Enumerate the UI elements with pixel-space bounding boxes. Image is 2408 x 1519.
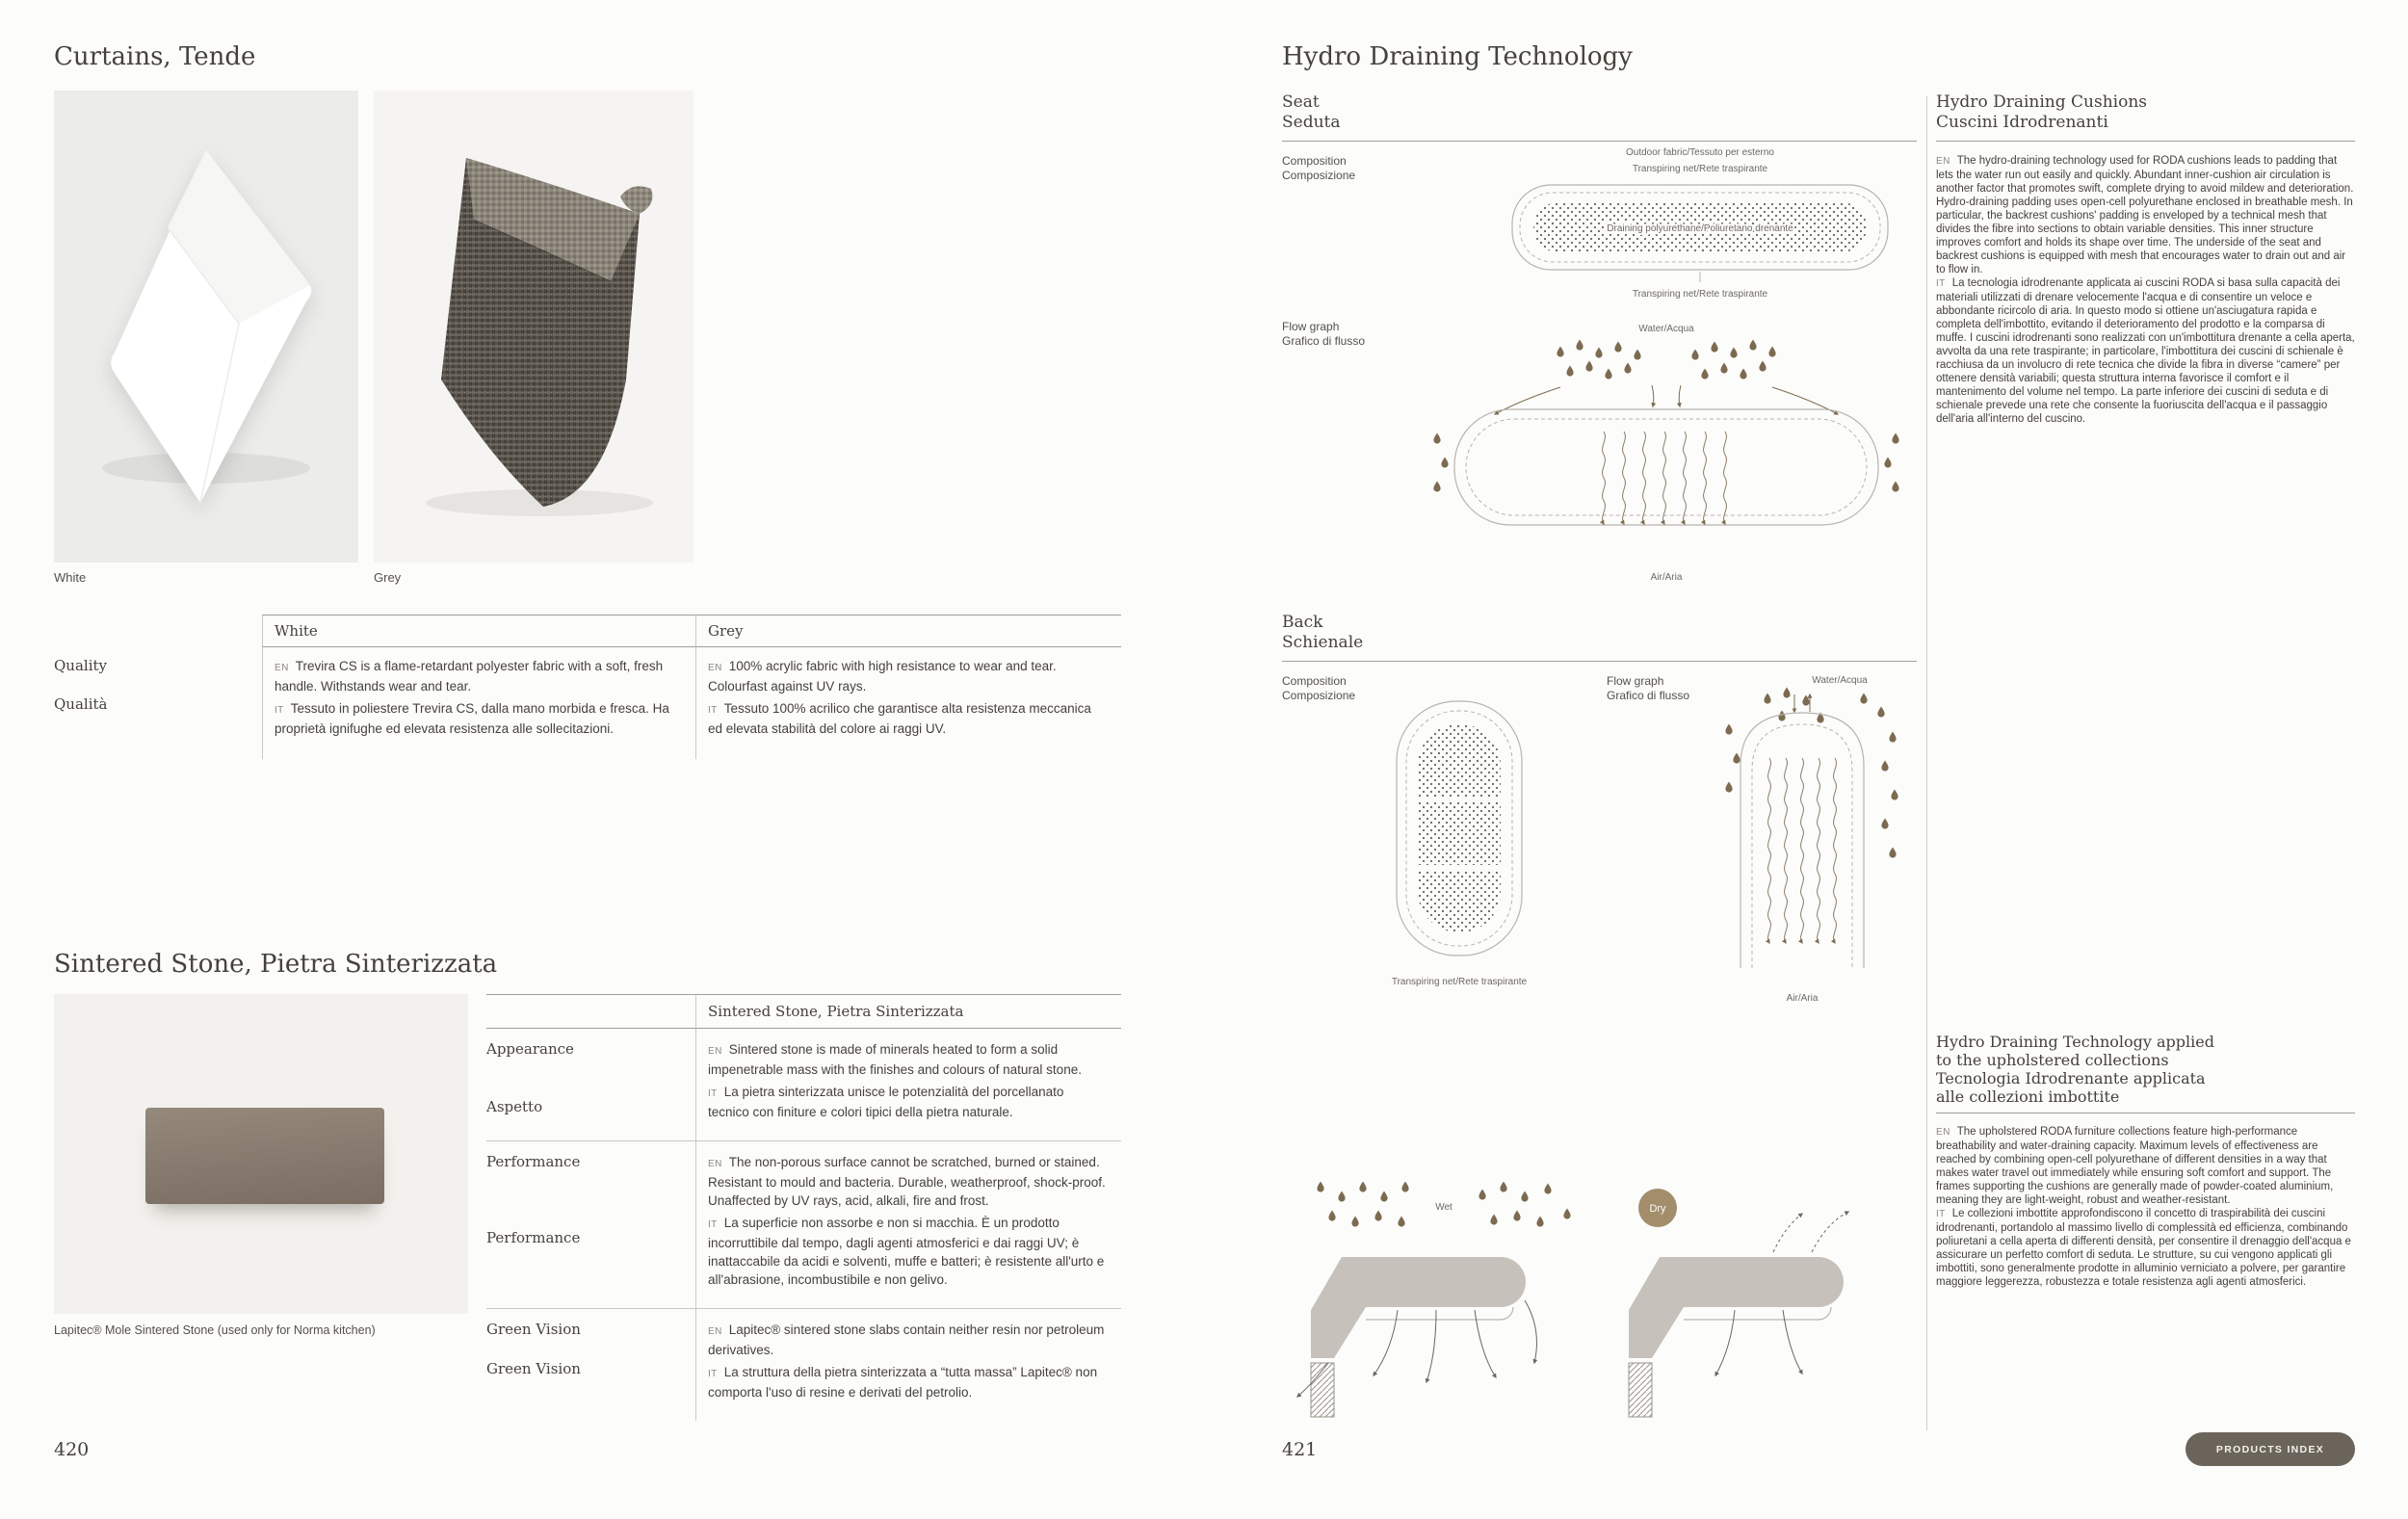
en-marker: EN [1936,156,1950,167]
back-heading-en: Back [1282,613,1323,632]
quality-grey-en: 100% acrylic fabric with high resistance to wear and tear. Colourfast against UV rays. [708,659,1057,694]
it-marker: IT [1936,1209,1946,1219]
cushions-rule [1936,141,2355,142]
it-marker: IT [708,1088,718,1099]
greenvision-label-en: Green Vision [486,1321,581,1338]
seat-heading-it: Seduta [1282,113,1341,132]
flow-graph-it: Grafico di flusso [1607,689,1690,702]
quality-label-en: Quality [54,657,107,674]
seat-flow-diagram [1416,318,1936,599]
outdoor-fabric-label: Outdoor fabric/Tessuto per esterno [1626,147,1774,158]
dry-label: Dry [1649,1203,1666,1215]
transpiring-net-caption: Transpiring net/Rete traspirante [1391,977,1528,987]
quality-white-en: Trevira CS is a flame-retardant polyester fabric with a soft, fresh handle. Withstands wear and tear. [275,659,664,694]
drain-waves [1603,432,1727,524]
back-heading-it: Schienale [1282,633,1364,652]
table-header-spacer [54,615,262,647]
greenvision-en: Lapitec® sintered stone slabs contain neither resin nor petroleum derivatives. [708,1323,1105,1357]
sintered-table [486,994,1121,1421]
frame-post [1629,1363,1652,1417]
sintered-stone-caption: Lapitec® Mole Sintered Stone (used only for Norma kitchen) [54,1323,376,1337]
cushions-heading [1936,92,2147,133]
side-drops [1433,433,1898,492]
performance-en: The non-porous surface cannot be scratched, burned or stained. Resistant to mould and bacteria. Durable, weatherproof, shock-proof. Unaffected by UV rays, acid, alkali, fire and frost. [708,1155,1106,1208]
cushion-profile [1311,1257,1526,1358]
grey-fabric-illustration [374,91,694,563]
it-marker: IT [1936,278,1946,289]
grey-fabric-image [374,91,694,563]
air-label: Air/Aria [1650,572,1683,583]
cushions-body-it: La tecnologia idrodrenante applicata ai cuscini RODA si basa sulla capacità dei materiali utilizzati di drenare velocemente l'acqua e di consentire un veloce e abbondante ricircolo di aria. In questo modo si ottiene un'asciugatura rapida e completa dell'imbottito, evitando il deterioramento del prodotto e la comparsa di muffe. I cuscini idrodrenanti sono realizzati con un'imbottitura drenante a cella aperta, avvolta da una rete traspirante; in particolare, l'imbottitura dei cuscini di schienale è racchiusa da un involucro di rete tecnica che divide la fibra in diverse “camere” per ottenere densità variabili; questa struttura interna favorisce il comfort e il mantenimento del volume nel tempo. La parte inferiore dei cuscini di seduta e di schienale prevede una rete che consente la fuoriuscita dell'acqua e il passaggio dell'aria all'interno del cuscino. [1936,277,2355,425]
grey-swatch-label: Grey [374,570,402,585]
appearance-label-it: Aspetto [486,1098,543,1115]
wet-dry-diagram [1282,1165,1918,1440]
seat-heading-en: Seat [1282,92,1320,112]
cushions-heading-it: Cuscini Idrodrenanti [1936,113,2108,132]
white-fabric-illustration [54,91,358,563]
water-label: Water/Acqua [1812,675,1868,686]
performance-it: La superficie non assorbe e non si macchia. È un prodotto incorruttibile dal tempo, dagli agenti atmosferici e dai raggi UV; è inattaccabile da acidi e solventi, muffe e batteri; è resistente all'urto e all'abrasione, incombustibile e non gelivo. [708,1216,1105,1287]
greenvision-cell [695,1309,1121,1421]
en-marker: EN [708,1046,722,1057]
water-label: Water/Acqua [1638,324,1694,334]
applied-heading-line3: Tecnologia Idrodrenante applicata [1936,1069,2206,1087]
applied-heading [1936,1033,2214,1106]
performance-cell [695,1141,1121,1309]
seat-composition-label [1282,154,1355,183]
back-flow-label [1607,674,1689,703]
cushions-heading-en: Hydro Draining Cushions [1936,92,2147,112]
white-fabric-image [54,91,358,563]
seat-heading [1282,92,1341,133]
greenvision-it: La struttura della pietra sinterizzata a “tutta massa” Lapitec® non comporta l'uso di resine e derivati del petrolio. [708,1365,1098,1400]
frame-post [1311,1363,1334,1417]
draining-polyurethane-label: Draining polyurethane/Poliuretano drenante [1607,223,1793,234]
composition-it: Composizione [1282,689,1356,702]
hydro-section-title: Hydro Draining Technology [1282,42,1633,71]
applied-body-en: The upholstered RODA furniture collections feature high-performance breathability and water-draining capacity. Maximum levels of effectiveness are reached by combining open-cell polyurethane of different densities in a way that makes water travel out immediately while ensuring soft comfort and support. The frames supporting the cushions are generally made of powder-coated aluminium, meaning they are light-weight, robust and weather-resistant. [1936,1126,2334,1206]
it-marker: IT [708,705,718,716]
column-header-white: White [262,615,695,647]
transpiring-net-bottom-label: Transpiring net/Rete traspirante [1632,289,1768,300]
composition-en: Composition [1282,674,1347,688]
sintered-section-title: Sintered Stone, Pietra Sinterizzata [54,950,498,979]
wet-diagram [1297,1182,1571,1418]
sintered-header-spacer [486,994,695,1029]
back-rule [1282,661,1917,662]
appearance-en: Sintered stone is made of minerals heated to form a solid impenetrable mass with the finishes and colours of natural stone. [708,1042,1082,1077]
appearance-row-labels [486,1029,695,1141]
quality-white-cell [262,647,695,759]
products-index-button[interactable]: PRODUCTS INDEX [2186,1432,2355,1466]
curtains-section-title: Curtains, Tende [54,42,256,71]
back-heading [1282,613,1363,653]
performance-label-it: Performance [486,1229,581,1246]
back-composition-label [1282,674,1355,703]
back-flow-diagram [1710,669,1941,1008]
white-swatch-label: White [54,570,87,585]
sintered-table-header: Sintered Stone, Pietra Sinterizzata [695,994,1121,1029]
stone-slab [145,1108,384,1204]
appearance-it: La pietra sinterizzata unisce le potenzialità del porcellanato tecnico con finiture e colori tipici della pietra naturale. [708,1085,1064,1119]
greenvision-row-labels [486,1309,695,1421]
performance-label-en: Performance [486,1153,581,1170]
applied-heading-line2: to the upholstered collections [1936,1051,2169,1069]
quality-label-it: Qualità [54,695,108,713]
it-marker: IT [708,1219,718,1230]
wet-label: Wet [1435,1202,1453,1213]
transpiring-net-top-label: Transpiring net/Rete traspirante [1632,164,1768,174]
performance-row-labels [486,1141,695,1309]
en-marker: EN [275,663,289,673]
flow-graph-it: Grafico di flusso [1282,334,1366,348]
flow-graph-en: Flow graph [1282,320,1340,333]
cushions-body [1936,154,2357,426]
quality-white-it: Tessuto in poliestere Trevira CS, dalla mano morbida e fresca. Ha proprietà ignifughe ed elevata resistenza alle sollecitazioni. [275,701,669,736]
flow-graph-en: Flow graph [1607,674,1664,688]
greenvision-label-it: Green Vision [486,1360,581,1377]
seat-flow-label [1282,320,1365,349]
rain-drops [1557,340,1775,380]
applied-heading-line1: Hydro Draining Technology applied [1936,1033,2214,1051]
curtains-table [54,615,1121,759]
en-marker: EN [1936,1127,1950,1138]
right-page-number: 421 [1282,1439,1318,1460]
seat-composition-diagram [1474,144,1926,306]
cushion-profile [1629,1257,1844,1358]
composition-it: Composizione [1282,169,1356,182]
applied-body [1936,1125,2357,1289]
sintered-stone-image [54,994,468,1314]
dry-diagram [1629,1189,1848,1417]
left-page-number: 420 [54,1439,90,1460]
air-label: Air/Aria [1786,993,1819,1004]
cushions-body-en: The hydro-draining technology used for RODA cushions leads to padding that lets the water run out easily and quickly. Abundant inner-cushion air circulation is another factor that promotes swift, complete drying to avoid mildew and deterioration. Hydro-draining padding uses open-cell polyurethane enclosed in breathable mesh. In particular, the backrest cushions' padding is enveloped by a technical mesh that divides the fibre into sections to obtain variable densities. This inner structure improves comfort and holds its shape over time. The underside of the seat and backrest cushions is equipped with mesh that encourages water to drain out and air to flow in. [1936,155,2354,275]
column-header-grey: Grey [695,615,1121,647]
seat-rule [1282,141,1917,142]
appearance-cell [695,1029,1121,1141]
appearance-label-en: Appearance [486,1040,574,1058]
quality-grey-it: Tessuto 100% acrilico che garantisce alta resistenza meccanica ed elevata stabilità del colore ai raggi UV. [708,701,1091,736]
composition-en: Composition [1282,154,1347,168]
it-marker: IT [275,705,284,716]
applied-body-it: Le collezioni imbottite approfondiscono il concetto di traspirabilità dei cuscini idrodrenanti, portandolo al massimo livello di complessità ed efficienza, combinando poliuretani a cella aperta di differenti densità, per consentire il drenaggio dell'acqua e assicurare un perfetto comfort di seduta. Le strutture, su cui vengono applicati gli imbottiti, sono generalmente prodotte in alluminio verniciato a polvere, per garantire maggiore leggerezza, robustezza e totale resistenza agli agenti atmosferici. [1936,1208,2351,1288]
en-marker: EN [708,1159,722,1169]
quality-row-labels [54,647,262,759]
quality-grey-cell [695,647,1121,759]
en-marker: EN [708,663,722,673]
drain-waves [1768,758,1837,943]
en-marker: EN [708,1326,722,1337]
it-marker: IT [708,1369,718,1379]
applied-heading-line4: alle collezioni imbottite [1936,1087,2120,1106]
back-composition-diagram [1368,674,1589,997]
